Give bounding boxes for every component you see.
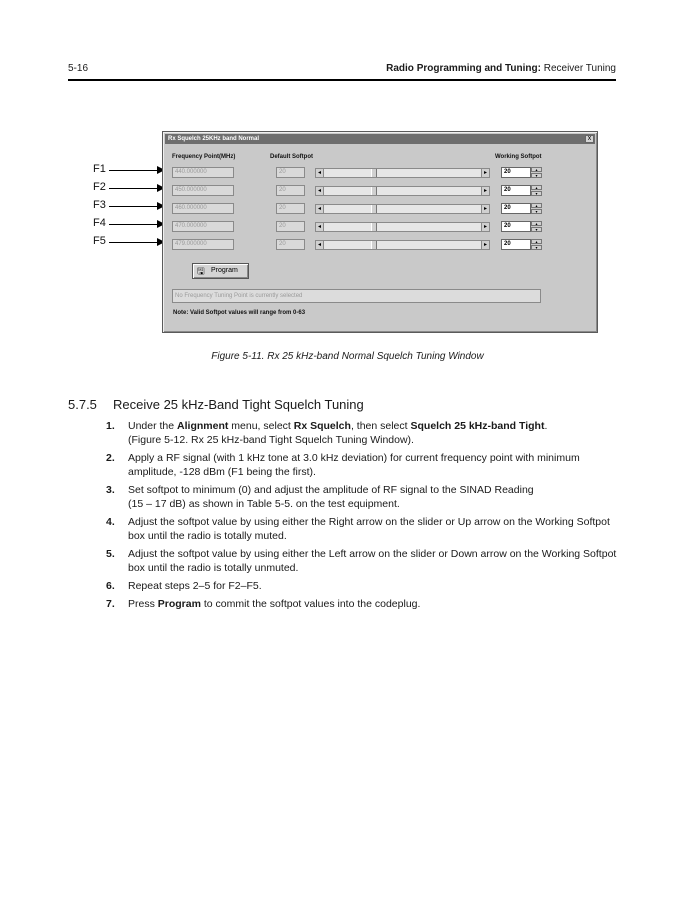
f3-label: F3 (93, 199, 106, 211)
figure-caption: Figure 5-11. Rx 25 kHz-band Normal Squelch Tuning Window (211, 351, 484, 362)
f2-arrow-icon (109, 188, 164, 189)
page-number: 5-16 (68, 63, 89, 74)
softpot-slider[interactable] (315, 222, 490, 232)
spin-up-icon[interactable]: ▴ (531, 185, 542, 190)
slider-left-arrow-icon[interactable]: ◂ (316, 187, 324, 195)
running-header-subsection: Receiver Tuning (540, 63, 616, 74)
slider-left-arrow-icon[interactable]: ◂ (316, 241, 324, 249)
step-emphasis: Rx Squelch (293, 420, 351, 432)
working-softpot-spinner[interactable] (531, 221, 542, 232)
running-header-section: Radio Programming and Tuning: (386, 63, 541, 74)
default-softpot-field: 20 (276, 221, 305, 232)
frequency-field: 479.000000 (172, 239, 234, 250)
slider-right-arrow-icon[interactable]: ▸ (481, 241, 489, 249)
spin-up-icon[interactable]: ▴ (531, 203, 542, 208)
slider-thumb[interactable] (371, 205, 377, 213)
default-softpot-field: 20 (276, 203, 305, 214)
squelch-tuning-window (162, 131, 598, 333)
program-icon: 🖫 (197, 266, 205, 276)
slider-left-arrow-icon[interactable]: ◂ (316, 169, 324, 177)
close-icon[interactable]: x (585, 135, 594, 143)
slider-right-arrow-icon[interactable]: ▸ (481, 223, 489, 231)
working-softpot-spinner[interactable] (531, 239, 542, 250)
slider-thumb[interactable] (371, 223, 377, 231)
working-softpot-input[interactable]: 20 (501, 185, 531, 196)
softpot-range-note: Note: Valid Softpot values will range from 0-63 (173, 310, 306, 316)
f5-label: F5 (93, 235, 106, 247)
f1-arrow-icon (109, 170, 164, 171)
working-softpot-column-header: Working Softpot (495, 154, 542, 160)
step-number: 7. (106, 598, 115, 610)
frequency-field: 440.000000 (172, 167, 234, 178)
f4-label: F4 (93, 217, 106, 229)
working-softpot-input[interactable]: 20 (501, 239, 531, 250)
running-header (386, 63, 616, 74)
procedure-step: 7. Press Program to commit the softpot values into the codeplug. (106, 598, 421, 610)
default-softpot-field: 20 (276, 167, 305, 178)
default-softpot-column-header: Default Softpot (270, 154, 313, 160)
spin-down-icon[interactable]: ▾ (531, 173, 542, 178)
step-number: 4. (106, 516, 115, 528)
status-field: No Frequency Tuning Point is currently selected (172, 289, 541, 303)
frequency-field: 450.000000 (172, 185, 234, 196)
procedure-step: 4. Adjust the softpot value by using either the Right arrow on the slider or Up arrow on the Working Softpot box until the radio is totally muted. (106, 516, 610, 542)
slider-right-arrow-icon[interactable]: ▸ (481, 169, 489, 177)
spin-down-icon[interactable]: ▾ (531, 209, 542, 214)
tuning-row-f1 (163, 167, 597, 179)
spin-down-icon[interactable]: ▾ (531, 245, 542, 250)
program-button[interactable] (192, 263, 249, 279)
procedure-step: 3. Set softpot to minimum (0) and adjust the amplitude of RF signal to the SINAD Reading (15 – 17 dB) as shown in Table 5-5. on the test equipment. (106, 484, 534, 510)
frequency-column-header: Frequency Point(MHz) (172, 154, 236, 160)
step-number: 5. (106, 548, 115, 560)
working-softpot-input[interactable]: 20 (501, 167, 531, 178)
working-softpot-spinner[interactable] (531, 167, 542, 178)
slider-thumb[interactable] (371, 169, 377, 177)
slider-thumb[interactable] (371, 187, 377, 195)
spin-down-icon[interactable]: ▾ (531, 227, 542, 232)
tuning-row-f5 (163, 239, 597, 251)
spin-up-icon[interactable]: ▴ (531, 167, 542, 172)
slider-right-arrow-icon[interactable]: ▸ (481, 187, 489, 195)
default-softpot-field: 20 (276, 239, 305, 250)
procedure-step: 5. Adjust the softpot value by using either the Left arrow on the slider or Down arrow on the Working Softpot box until the radio is totally unmuted. (106, 548, 617, 574)
step-emphasis: Alignment (177, 420, 229, 432)
f3-arrow-icon (109, 206, 164, 207)
step-number: 2. (106, 452, 115, 464)
header-rule (68, 79, 616, 81)
section-number: 5.7.5 (68, 397, 97, 412)
working-softpot-input[interactable]: 20 (501, 221, 531, 232)
window-titlebar (165, 134, 595, 144)
frequency-field: 470.000000 (172, 221, 234, 232)
f2-label: F2 (93, 181, 106, 193)
step-emphasis: Program (157, 598, 201, 610)
step-emphasis: Squelch 25 kHz-band Tight (410, 420, 545, 432)
working-softpot-spinner[interactable] (531, 185, 542, 196)
slider-left-arrow-icon[interactable]: ◂ (316, 205, 324, 213)
procedure-step: 1. Under the Alignment menu, select Rx Squelch, then select Squelch 25 kHz-band Tight. (Figure 5-12. Rx 25 kHz-band Tight Squelch Tuning Window). (106, 420, 548, 446)
spin-up-icon[interactable]: ▴ (531, 221, 542, 226)
tuning-row-f3 (163, 203, 597, 215)
step-number: 1. (106, 420, 115, 432)
slider-thumb[interactable] (371, 241, 377, 249)
f5-arrow-icon (109, 242, 164, 243)
slider-right-arrow-icon[interactable]: ▸ (481, 205, 489, 213)
step-number: 3. (106, 484, 115, 496)
softpot-slider[interactable] (315, 186, 490, 196)
spin-down-icon[interactable]: ▾ (531, 191, 542, 196)
f1-label: F1 (93, 163, 106, 175)
procedure-step: 2. Apply a RF signal (with 1 kHz tone at 3.0 kHz deviation) for current frequency point with minimum amplitude, -128 dBm (F1 being the first). (106, 452, 580, 478)
working-softpot-spinner[interactable] (531, 203, 542, 214)
tuning-row-f4 (163, 221, 597, 233)
softpot-slider[interactable] (315, 168, 490, 178)
slider-left-arrow-icon[interactable]: ◂ (316, 223, 324, 231)
step-number: 6. (106, 580, 115, 592)
window-title: Rx Squelch 25KHz band Normal (168, 136, 260, 142)
softpot-slider[interactable] (315, 240, 490, 250)
procedure-step: 6. Repeat steps 2–5 for F2–F5. (106, 580, 262, 592)
program-button-label: Program (211, 267, 238, 274)
default-softpot-field: 20 (276, 185, 305, 196)
section-title: Receive 25 kHz-Band Tight Squelch Tuning (113, 397, 364, 412)
working-softpot-input[interactable]: 20 (501, 203, 531, 214)
procedure-steps (106, 419, 618, 615)
frequency-field: 460.000000 (172, 203, 234, 214)
f4-arrow-icon (109, 224, 164, 225)
spin-up-icon[interactable]: ▴ (531, 239, 542, 244)
softpot-slider[interactable] (315, 204, 490, 214)
tuning-row-f2 (163, 185, 597, 197)
